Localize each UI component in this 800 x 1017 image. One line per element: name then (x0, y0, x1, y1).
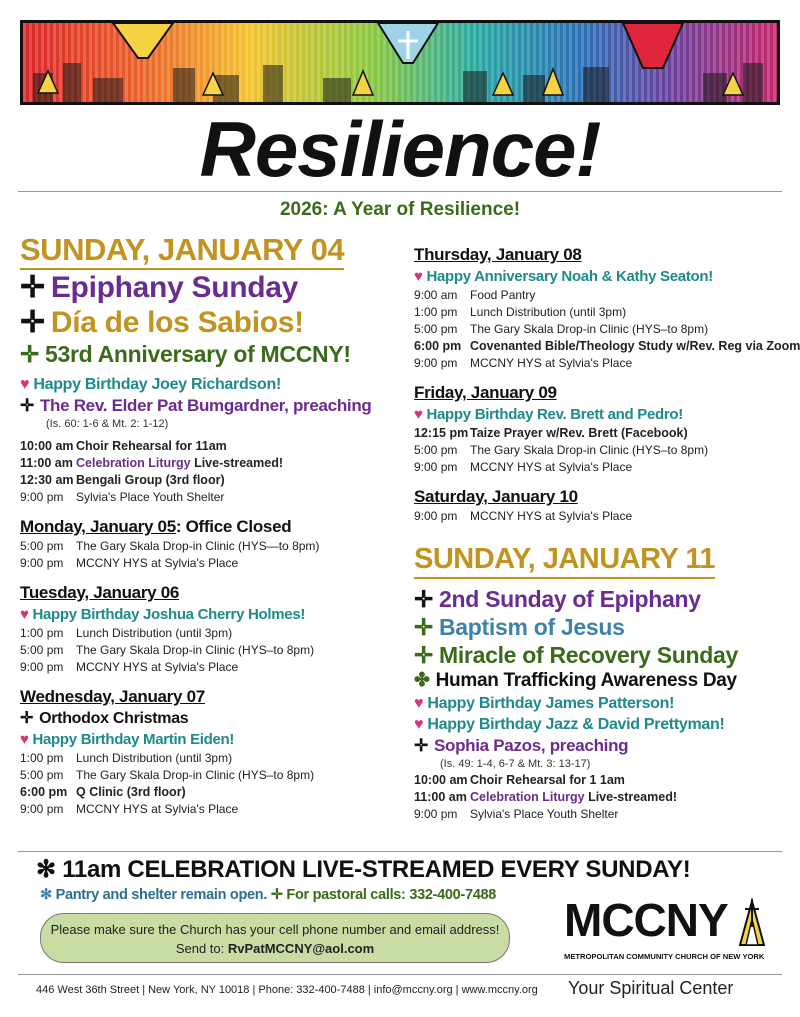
page-title: Resilience! (199, 105, 601, 193)
schedule-row: 6:00 pm Q Clinic (3rd floor) (20, 785, 186, 799)
heart-icon: ♥ (20, 731, 33, 748)
cross-icon: ✛ (20, 306, 45, 339)
clover-icon: ✤ (414, 670, 430, 691)
event-baptism: ✛ Baptism of Jesus (414, 614, 625, 640)
schedule-row: 5:00 pm The Gary Skala Drop-in Clinic (HYS—to 8pm) (20, 539, 320, 553)
heart-icon: ♥ (414, 695, 428, 712)
date-heading-monday-05: Monday, January 05: Office Closed (20, 517, 292, 536)
tagline: Your Spiritual Center (568, 978, 734, 998)
schedule-row: 9:00 pm Sylvia's Place Youth Shelter (414, 807, 619, 821)
schedule-row: 12:30 am Bengali Group (3rd floor) (20, 473, 225, 487)
birthday-brett-pedro: ♥ Happy Birthday Rev. Brett and Pedro! (414, 406, 683, 423)
church-address: 446 West 36th Street | New York, NY 10018 | Phone: 332-400-7488 | info@mccny.org | www.mccny.org (36, 984, 538, 996)
schedule-row: 6:00 pm Covenanted Bible/Theology Study w/Rev. Reg via Zoom (414, 339, 800, 353)
heart-icon: ♥ (414, 406, 427, 423)
schedule-row: 9:00 pm MCCNY HYS at Sylvia's Place (20, 802, 239, 816)
date-heading-tuesday-06: Tuesday, January 06 (20, 583, 180, 602)
date-heading-thursday-08: Thursday, January 08 (414, 245, 582, 264)
schedule-row: 9:00 pm MCCNY HYS at Sylvia's Place (20, 660, 239, 674)
stained-glass-image (23, 23, 777, 102)
birthday-joey (20, 374, 400, 395)
left-column (20, 232, 400, 818)
schedule-row: 5:00 pm The Gary Skala Drop-in Clinic (HYS–to 8pm) (414, 322, 709, 336)
schedule-row: 10:00 am Choir Rehearsal for 11am (20, 439, 227, 453)
schedule-row: 9:00 pm MCCNY HYS at Sylvia's Place (20, 556, 239, 570)
schedule-row: 9:00 pm MCCNY HYS at Sylvia's Place (414, 460, 633, 474)
cross-icon: ✛ (20, 396, 34, 415)
event-second-epiphany: ✛ 2nd Sunday of Epiphany (414, 586, 701, 612)
birthday-joshua: ♥ Happy Birthday Joshua Cherry Holmes! (20, 606, 306, 623)
schedule-row: 5:00 pm The Gary Skala Drop-in Clinic (HYS–to 8pm) (20, 768, 315, 782)
event-trafficking: ✤ Human Trafficking Awareness Day (414, 670, 737, 691)
page-subtitle: 2026: A Year of Resilience! (279, 199, 521, 220)
date-heading-friday-09: Friday, January 09 (414, 383, 557, 402)
event-orthodox-christmas: ✛ Orthodox Christmas (20, 710, 189, 727)
event-label: The Rev. Elder Pat Bumgardner, preaching (39, 396, 372, 415)
cross-icon: ✛ (414, 586, 433, 612)
heart-icon: ♥ (414, 716, 428, 733)
event-sabios (20, 305, 400, 340)
cross-icon: ✛ (414, 614, 433, 640)
cross-icon: ✛ (20, 710, 34, 727)
footer-divider (18, 974, 782, 975)
cross-icon: ✛ (414, 736, 428, 755)
heart-icon: ♥ (20, 376, 34, 393)
schedule-row: 1:00 pm Lunch Distribution (until 3pm) (20, 751, 233, 765)
birthday-james: ♥ Happy Birthday James Patterson! (414, 695, 675, 712)
pantry-line: ✻ Pantry and shelter remain open. ✛ For pastoral calls: 332-400-7488 (40, 887, 497, 903)
scripture-reading: (Is. 49: 1-4, 6-7 & Mt. 3: 13-17) (440, 758, 591, 770)
event-epiphany (20, 270, 400, 305)
schedule-row: 9:00 pm Sylvia's Place Youth Shelter (20, 490, 225, 504)
celebration-liturgy-link[interactable]: Celebration Liturgy (470, 790, 585, 804)
event-label: Día de los Sabios! (50, 306, 304, 339)
cross-icon: ✛ (414, 642, 433, 668)
preacher-line (20, 395, 400, 416)
date-heading-wednesday-07: Wednesday, January 07 (20, 687, 205, 706)
bottom-divider (18, 851, 782, 852)
birthday-jazz-david: ♥ Happy Birthday Jazz & David Prettyman! (414, 716, 725, 733)
schedule-row: 11:00 am Celebration Liturgy Live-streamed! (414, 790, 678, 804)
heart-icon: ♥ (414, 268, 427, 285)
heart-icon: ♥ (20, 606, 33, 623)
event-label: Happy Birthday Joey Richardson! (33, 376, 282, 393)
scripture-reading: (Is. 60: 1-6 & Mt. 2: 1-12) (46, 418, 169, 430)
asterisk-icon: ✻ (40, 887, 56, 903)
event-label: 53rd Anniversary of MCCNY! (44, 341, 351, 367)
mccny-logo: MCCNY METROPOLITAN COMMUNITY CHURCH OF NEW YORK (564, 895, 774, 965)
cross-icon: ✛ (20, 271, 45, 304)
cross-icon: ✛ (20, 341, 39, 367)
preacher-line: ✛ Sophia Pazos, preaching (414, 736, 629, 755)
schedule-row: 1:00 pm Lunch Distribution (until 3pm) (414, 305, 627, 319)
date-heading-saturday-10: Saturday, January 10 (414, 487, 578, 506)
schedule-row: 9:00 pm MCCNY HYS at Sylvia's Place (414, 509, 633, 523)
schedule-row: 11:00 am Celebration Liturgy Live-streamed! (20, 456, 284, 470)
schedule-row: 10:00 am Choir Rehearsal for 1 1am (414, 773, 625, 787)
event-recovery: ✛ Miracle of Recovery Sunday (414, 642, 738, 668)
schedule-row: 5:00 pm The Gary Skala Drop-in Clinic (HYS–to 8pm) (20, 643, 315, 657)
cross-icon: ✛ (270, 887, 287, 903)
celebration-liturgy-link[interactable]: Celebration Liturgy (76, 456, 191, 470)
right-column (414, 244, 800, 823)
contact-notice: Please make sure the Church has your cell phone number and email address! Send to: RvPatMCCNY@aol.com (40, 913, 510, 963)
flame-cross-icon (732, 897, 772, 947)
title-divider (18, 191, 782, 192)
birthday-martin: ♥ Happy Birthday Martin Eiden! (20, 731, 235, 748)
event-label: Epiphany Sunday (50, 271, 299, 304)
event-anniversary (20, 340, 400, 368)
email-link[interactable]: RvPatMCCNY@aol.com (227, 941, 375, 956)
schedule-row: 5:00 pm The Gary Skala Drop-in Clinic (HYS–to 8pm) (414, 443, 709, 457)
schedule-row: 9:00 pm MCCNY HYS at Sylvia's Place (414, 356, 633, 370)
asterisk-icon: ✻ (36, 856, 63, 883)
anniversary-noah-kathy: ♥ Happy Anniversary Noah & Kathy Seaton! (414, 268, 713, 285)
schedule-row: 1:00 pm Lunch Distribution (until 3pm) (20, 626, 233, 640)
date-heading-sunday-04: SUNDAY, JANUARY 04 (20, 232, 344, 270)
livestream-banner: ✻ 11am CELEBRATION LIVE-STREAMED EVERY SUNDAY! (36, 856, 691, 883)
schedule-row: 12:15 pm Taize Prayer w/Rev. Brett (Facebook) (414, 426, 688, 440)
stained-glass-banner (20, 20, 780, 105)
date-heading-sunday-11: SUNDAY, JANUARY 11 (414, 541, 715, 579)
schedule-row: 9:00 am Food Pantry (414, 288, 536, 302)
